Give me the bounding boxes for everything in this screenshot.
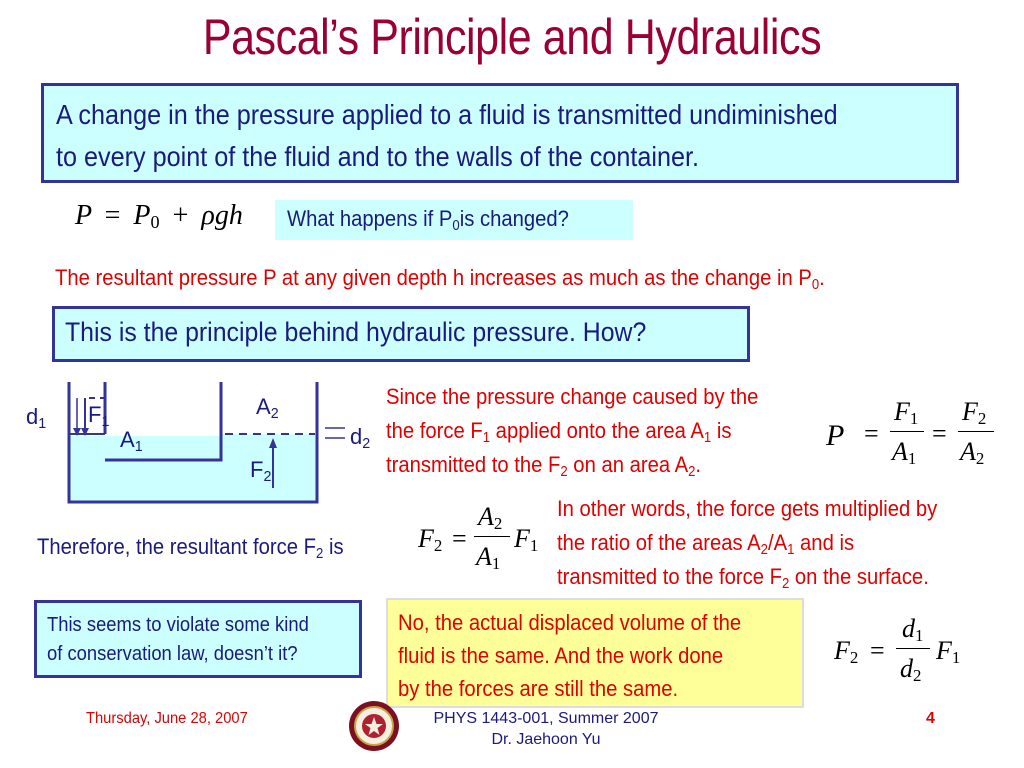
eq-subscript: 1 [951,648,961,667]
since-sub: 1 [703,430,712,446]
other-line-1: In other words, the force gets multiplied by [557,496,938,521]
answer-line-2: fluid is the same. And the work done [398,643,724,668]
eq-symbol: F [894,397,910,426]
resultant-statement [55,265,892,291]
violate-line-1: This seems to violate some kind [47,614,309,636]
other-text: and is [794,530,855,555]
label-sub: 2 [362,436,371,452]
other-line-2 [557,526,854,560]
violate-line-2: of conservation law, doesn’t it? [47,643,298,665]
question-subscript: 0 [452,218,460,234]
slide-title: Pascal’s Principle and Hydraulics [202,9,822,65]
eq-symbol: ρgh [201,200,243,231]
eq-symbol: F [962,397,978,426]
eq-symbol: F [418,524,434,553]
eq-subscript: 0 [150,212,160,232]
label-text: d [26,404,39,429]
other-text: the ratio of the areas A [557,530,761,555]
label-d2 [350,424,370,450]
eq-symbol: = [864,419,879,448]
other-sub: 2 [760,542,768,558]
force-area-equation [418,500,548,580]
since-line-3 [386,448,701,482]
eq-symbol: P [75,200,92,231]
other-sub: 2 [781,576,790,592]
eq-symbol: = [104,200,121,231]
eq-subscript: 1 [907,449,917,468]
eq-symbol: = [452,524,467,553]
label-sub: 2 [270,406,279,422]
question-text: What happens if P [287,206,453,231]
eq-symbol: A [892,437,908,466]
label-a2 [256,394,279,420]
label-sub: 1 [134,439,143,455]
eq-symbol: P [133,200,151,231]
eq-symbol: A [476,542,492,571]
conservation-question-box [34,600,362,678]
eq-symbol: = [932,419,947,448]
footer-course-line: PHYS 1443-001, Summer 2007 [433,710,659,727]
since-text: . [695,452,702,477]
since-text: transmitted to the F [386,452,561,477]
other-text: transmitted to the force F [557,564,782,589]
other-text: on the surface. [789,564,929,589]
label-a1 [120,427,143,453]
principle-line-2: to every point of the fluid and to the walls of the container. [56,141,700,172]
therefore-text: Therefore, the resultant force F [37,534,317,559]
label-text: F [250,457,264,482]
question-box [275,200,633,240]
eq-subscript: 1 [529,536,539,555]
since-line-2 [386,414,731,448]
pressure-equation [75,200,243,232]
therefore-text: is [323,534,344,559]
footer-date [86,710,262,728]
eq-subscript: 1 [909,409,919,428]
eq-symbol: d [900,654,913,683]
label-text: A [256,394,271,419]
force-distance-equation [834,612,974,692]
resultant-subscript: 0 [811,277,820,293]
answer-line-3: by the forces are still the same. [398,676,679,701]
since-text: is [711,418,732,443]
question-text: is changed? [459,206,569,231]
pressure-ratio-equation [826,395,1006,475]
label-sub: 2 [263,469,272,485]
label-f2 [250,457,271,483]
label-text: d [350,424,363,449]
other-words-paragraph [557,492,970,594]
eq-symbol: d [902,614,915,643]
answer-box [386,598,804,708]
hydraulic-text: This is the principle behind hydraulic pressure. How? [65,317,647,347]
label-text: A [120,427,135,452]
resultant-text: The resultant pressure P at any given depth h increases as much as the change in P [55,265,812,290]
eq-symbol: A [478,502,494,531]
eq-symbol: F [514,524,530,553]
eq-subscript: 2 [913,666,922,685]
label-sub: 1 [101,414,110,430]
label-f1 [88,402,109,428]
other-line-3 [557,560,929,594]
other-sub: 1 [787,542,795,558]
label-text: F [88,402,102,427]
since-text: on an area A [567,452,689,477]
other-text: /A [767,530,788,555]
eq-subscript: 2 [433,536,443,555]
hydraulic-box [52,306,750,362]
eq-symbol: + [172,200,189,231]
since-line-1: Since the pressure change caused by the [386,384,759,409]
footer-date-text: Thursday, June 28, 2007 [86,710,248,727]
label-d1 [26,404,46,430]
eq-symbol: F [834,636,850,665]
since-paragraph [386,380,791,482]
eq-symbol: P [826,419,845,452]
footer-author-line: Dr. Jaehoon Yu [491,731,601,748]
eq-subscript: 1 [491,554,501,573]
eq-subscript: 2 [493,514,503,533]
eq-symbol: = [870,636,885,665]
hydraulic-diagram [25,378,380,508]
therefore-sub: 2 [316,546,324,562]
therefore-statement [37,534,370,560]
fluid-left [69,436,221,502]
principle-box [41,83,959,183]
eq-symbol: F [936,636,952,665]
since-text: the force F [386,418,483,443]
since-text: applied onto the area A [490,418,704,443]
eq-symbol: A [960,437,976,466]
footer-course [426,710,666,749]
answer-line-1: No, the actual displaced volume of the [398,610,742,635]
since-sub: 2 [688,464,696,480]
label-sub: 1 [38,416,47,432]
resultant-text: . [819,265,825,290]
eq-subscript: 2 [849,648,859,667]
since-sub: 2 [560,464,568,480]
page-number: 4 [926,710,935,727]
principle-line-1: A change in the pressure applied to a fluid is transmitted undiminished [56,99,838,130]
eq-subscript: 1 [915,626,924,645]
since-sub: 1 [482,430,491,446]
eq-subscript: 2 [977,409,987,428]
eq-subscript: 2 [975,449,985,468]
university-seal-icon [348,700,400,752]
